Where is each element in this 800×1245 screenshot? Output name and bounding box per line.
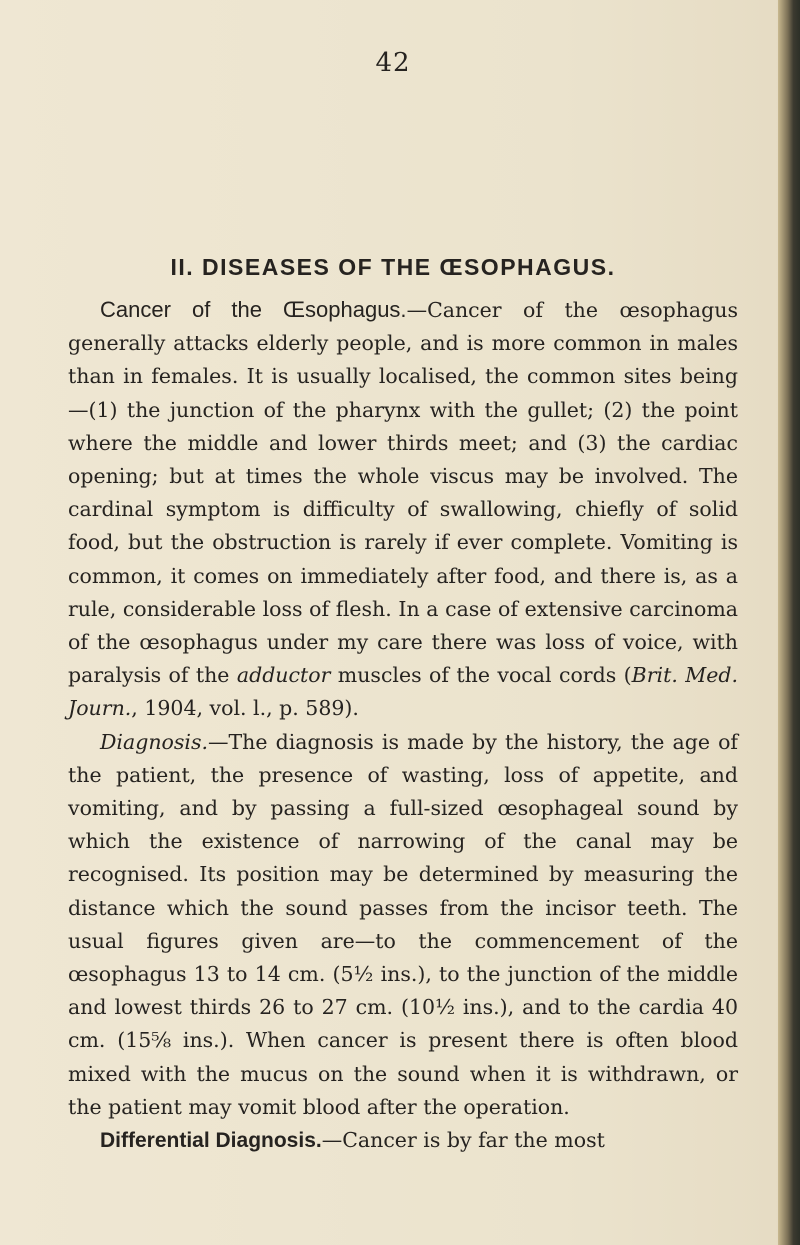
paragraph-text: —Cancer is by far the most (321, 1128, 605, 1153)
paragraph-text: —Cancer of the œsophagus generally attacks elderly people, and is more common in males than in females. It is usually localised, the common sites being—(1) the junction of the pharynx with the gullet; (2) the point where the middle and lower thirds meet; and (3) the cardiac opening; but at times the whole viscus may be involved. The cardinal symptom is difficulty of swallowing, chiefly of solid food, but the obstruction is rarely if ever complete. Vomiting is common, it comes on immediately after food, and there is, as a rule, considerable loss of flesh. In a case of extensive carcinoma of the œsophagus under my care there was loss of voice, with paralysis of the (68, 298, 738, 688)
body-text (68, 293, 738, 1157)
paragraph-text: , 1904, vol. l., p. 589). (131, 696, 359, 721)
paragraph-text: —The diagnosis is made by the history, the age of the patient, the presence of wasting, loss of appetite, and vomiting, and by passing a full-sized œsophageal sound by which the existence of narrowing of the canal may be recognised. Its position may be determined by measuring the distance which the sound passes from the incisor teeth. The usual figures given are—to the commencement of the œsophagus 13 to 14 cm. (5½ ins.), to the junction of the middle and lowest thirds 26 to 27 cm. (10½ ins.), and to the cardia 40 cm. (15⅝ ins.). When cancer is present there is often blood mixed with the mucus on the sound when it is withdrawn, or the patient may vomit blood after the operation. (68, 729, 738, 1119)
citation-journal: Brit. Med. Journ. (68, 663, 739, 721)
section-heading: II. DISEASES OF THE ŒSOPHAGUS. (170, 254, 616, 280)
paragraph-cancer (68, 293, 738, 726)
italic-term: adductor (236, 663, 331, 688)
paragraph-text: muscles of the vocal cords ( (330, 663, 632, 688)
paragraph-lead-cancer: Cancer of the Œsophagus. (100, 297, 407, 322)
paragraph-diagnosis (68, 726, 738, 1124)
paragraph-lead-diagnosis: Diagnosis. (100, 729, 208, 754)
paragraph-lead-differential: Differential Diagnosis. (100, 1129, 322, 1153)
paragraph-differential-diagnosis (68, 1124, 738, 1157)
book-spine-edge (778, 0, 800, 1245)
page-number: 42 (375, 48, 411, 78)
